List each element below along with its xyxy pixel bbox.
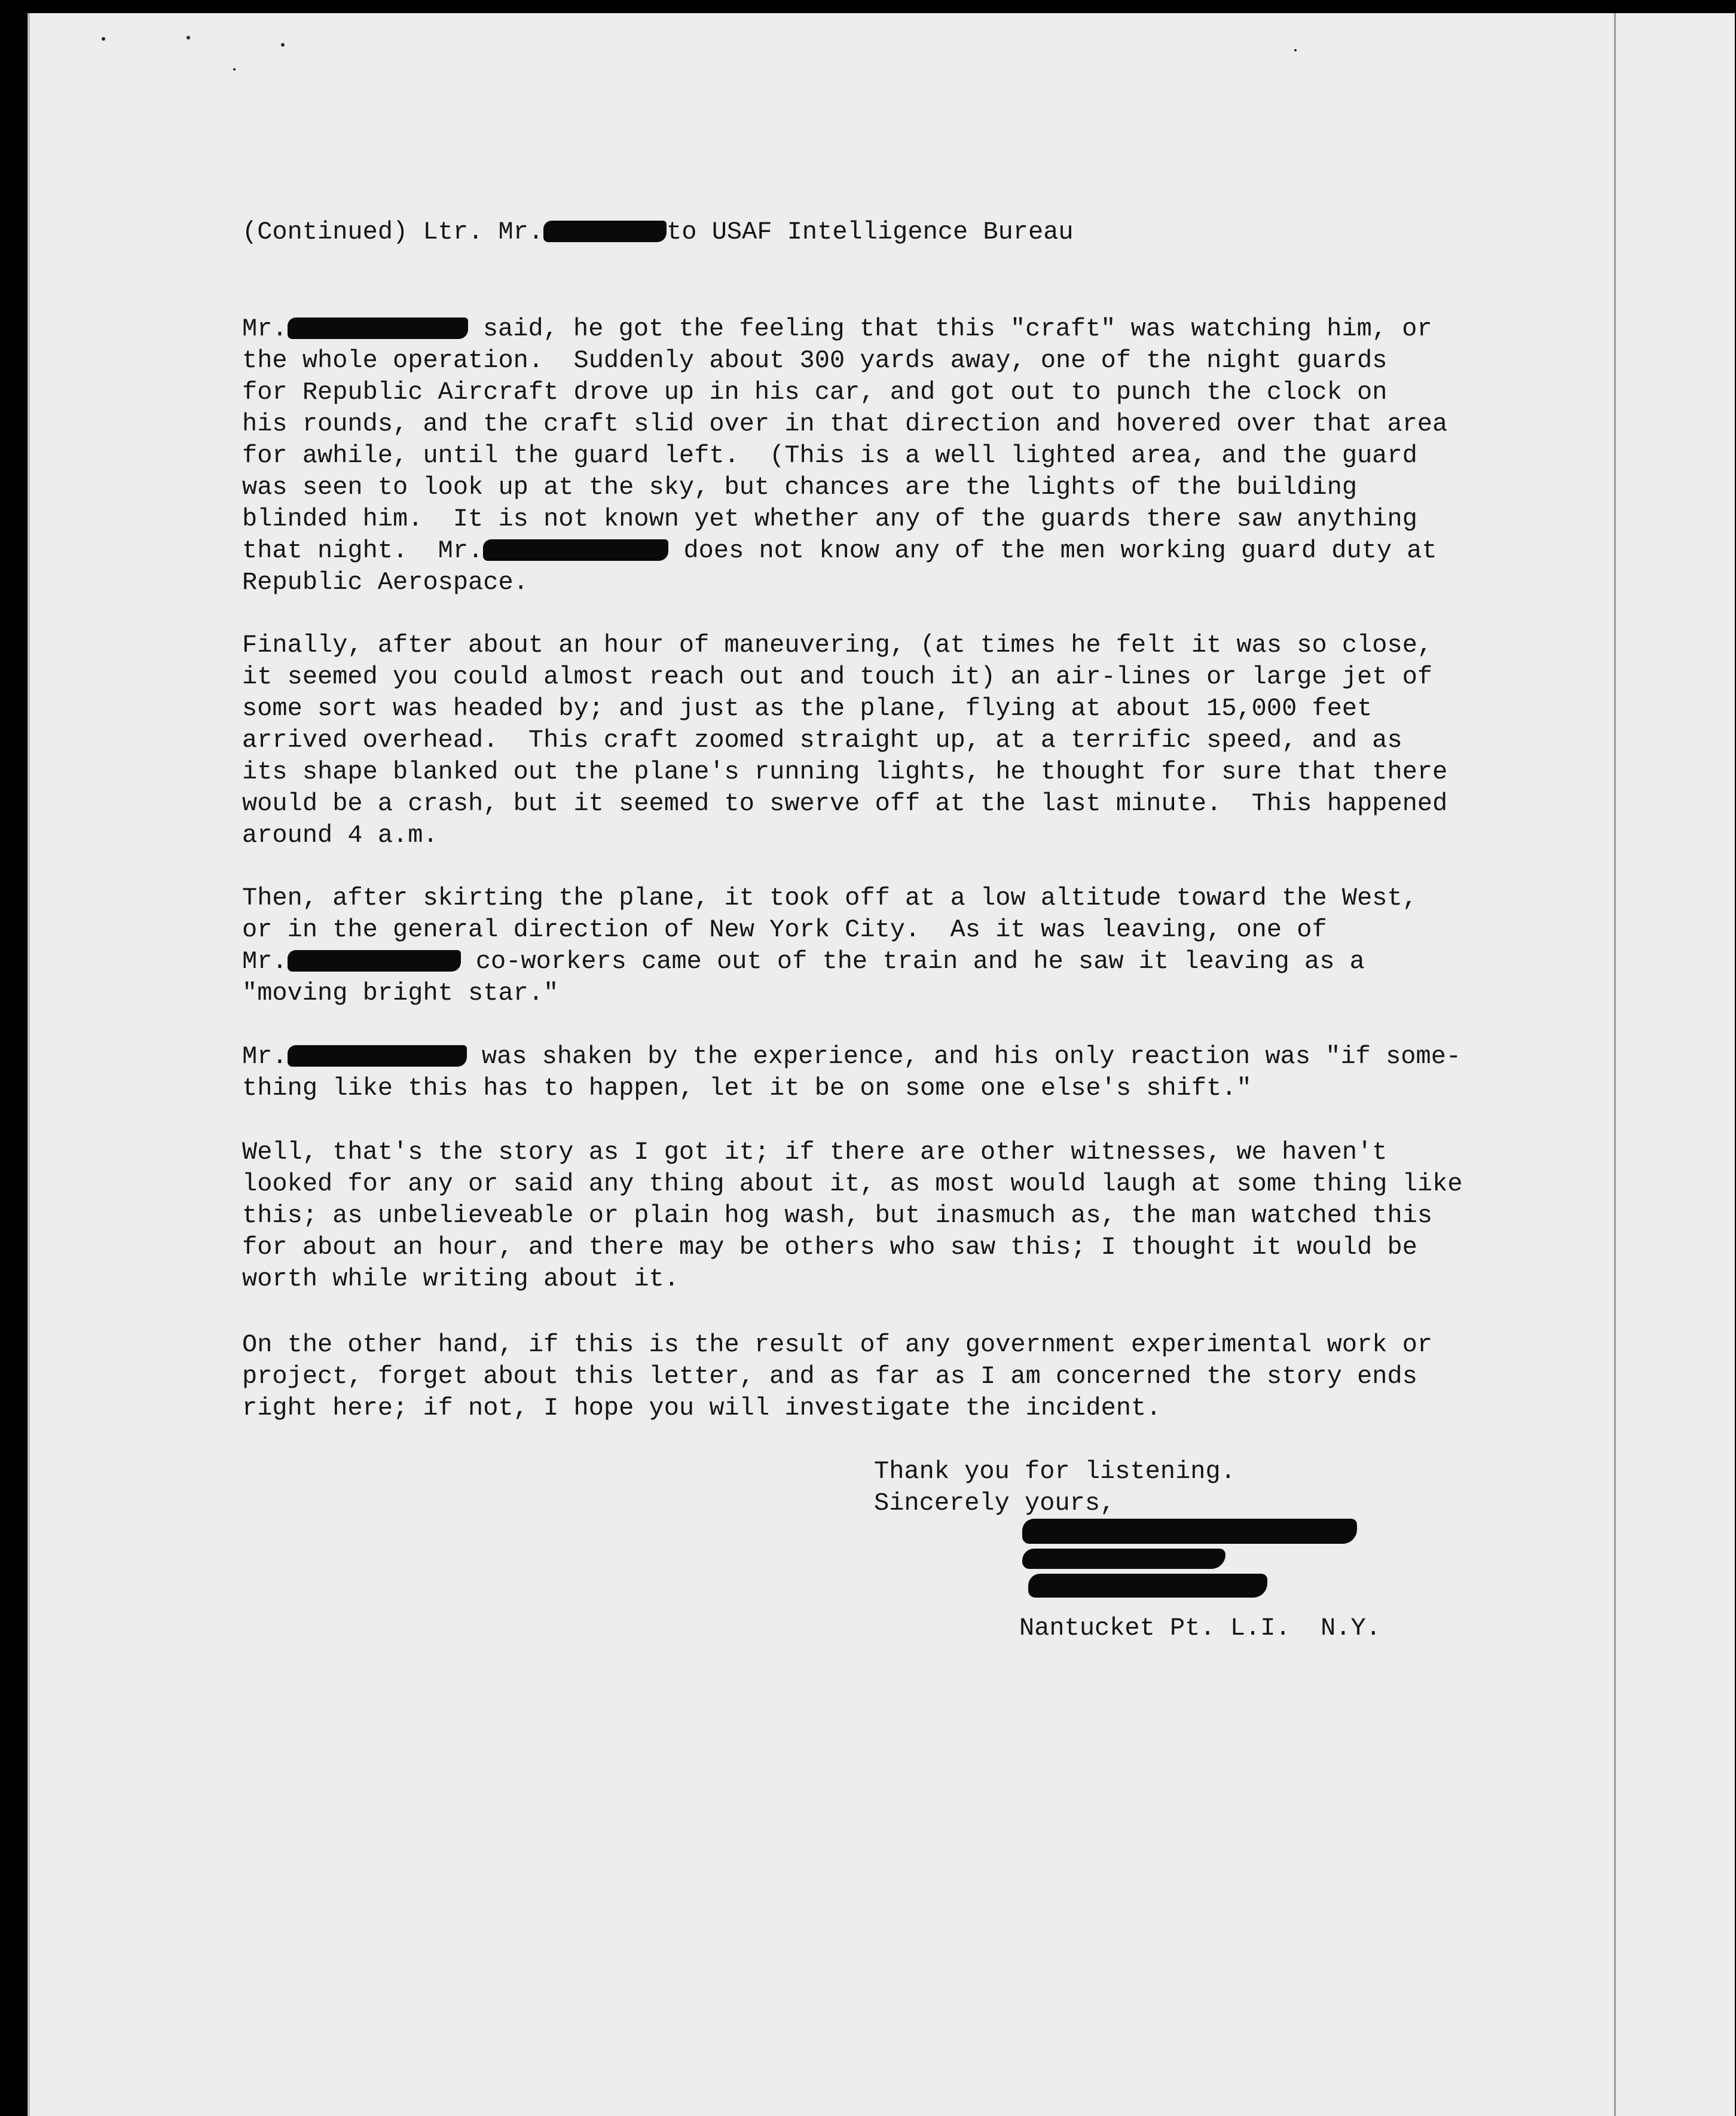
scan-speck xyxy=(281,43,285,47)
scan-speck xyxy=(187,36,190,39)
paragraph: Then, after skirting the plane, it took off at a low altitude toward the West, or in the general direction of New York City. As it was leaving, one of Mr. co-workers came out of the train and he saw it leaving as a "moving bright star." xyxy=(242,884,1417,1007)
redaction-mark xyxy=(288,950,461,972)
paragraph: On the other hand, if this is the result of any government experimental work or project, forget about this letter, and as far as I am concerned the story ends right here; if not, I hope you will investigate the incident. xyxy=(242,1330,1433,1422)
letter-header xyxy=(242,216,1074,248)
scan-speck xyxy=(233,68,236,71)
redaction-mark xyxy=(288,317,468,339)
document-page xyxy=(27,13,1735,2116)
paragraph: Well, that's the story as I got it; if there are other witnesses, we haven't looked for any or said any thing about it, as most would laugh at some thing like this; as unbelieveable or plain hog wash, but inasmuch as, the man watched this for about an hour, and there may be others who saw this; I thought it would be worth while writing about it. xyxy=(242,1138,1463,1293)
scan-speck xyxy=(1294,49,1297,51)
header-suffix: to USAF Intelligence Bureau xyxy=(667,218,1074,246)
scan-speck xyxy=(102,37,105,41)
redaction-mark xyxy=(1028,1574,1267,1598)
page-edge-line xyxy=(1614,13,1616,2116)
paragraph: Mr. said, he got the feeling that this "craft" was watching him, or the whole operation. Suddenly about 300 yards away, one of the night guards for Republic Aircraft drove up in his car, and got out to punch the clock on his rounds, and the craft slid over in that direction and hovered over that area for awhile, until the guard left. (This is a well lighted area, and the guard was seen to look up at the sky, but chances are the lights of the building blinded him. It is not known yet whether any of the guards there saw anything that night. Mr. does not know any of the men working guard duty at Republic Aerospace. xyxy=(242,315,1448,597)
redaction-mark xyxy=(288,1045,467,1067)
closing xyxy=(874,1456,1236,1519)
redaction-mark xyxy=(543,221,667,242)
header-prefix: (Continued) Ltr. Mr. xyxy=(242,218,544,246)
redaction-mark xyxy=(1022,1519,1357,1544)
closing-thanks: Thank you for listening. xyxy=(874,1457,1236,1486)
paragraph: Mr. was shaken by the experience, and his only reaction was "if some- thing like this has to happen, let it be on some one else's shift." xyxy=(242,1042,1462,1103)
redaction-mark xyxy=(483,539,668,561)
redaction-mark xyxy=(1022,1549,1225,1569)
paragraph: Finally, after about an hour of maneuvering, (at times he felt it was so close, it seemed you could almost reach out and touch it) an air-lines or large jet of some sort was headed by; and just as the plane, flying at about 15,000 feet arrived overhead. This craft zoomed straight up, at a terrific speed, and as its shape blanked out the plane's running lights, he thought for sure that there would be a crash, but it seemed to swerve off at the last minute. This happened around 4 a.m. xyxy=(242,631,1448,850)
closing-salutation: Sincerely yours, xyxy=(874,1489,1115,1517)
sender-address: Nantucket Pt. L.I. N.Y. xyxy=(1019,1614,1381,1642)
